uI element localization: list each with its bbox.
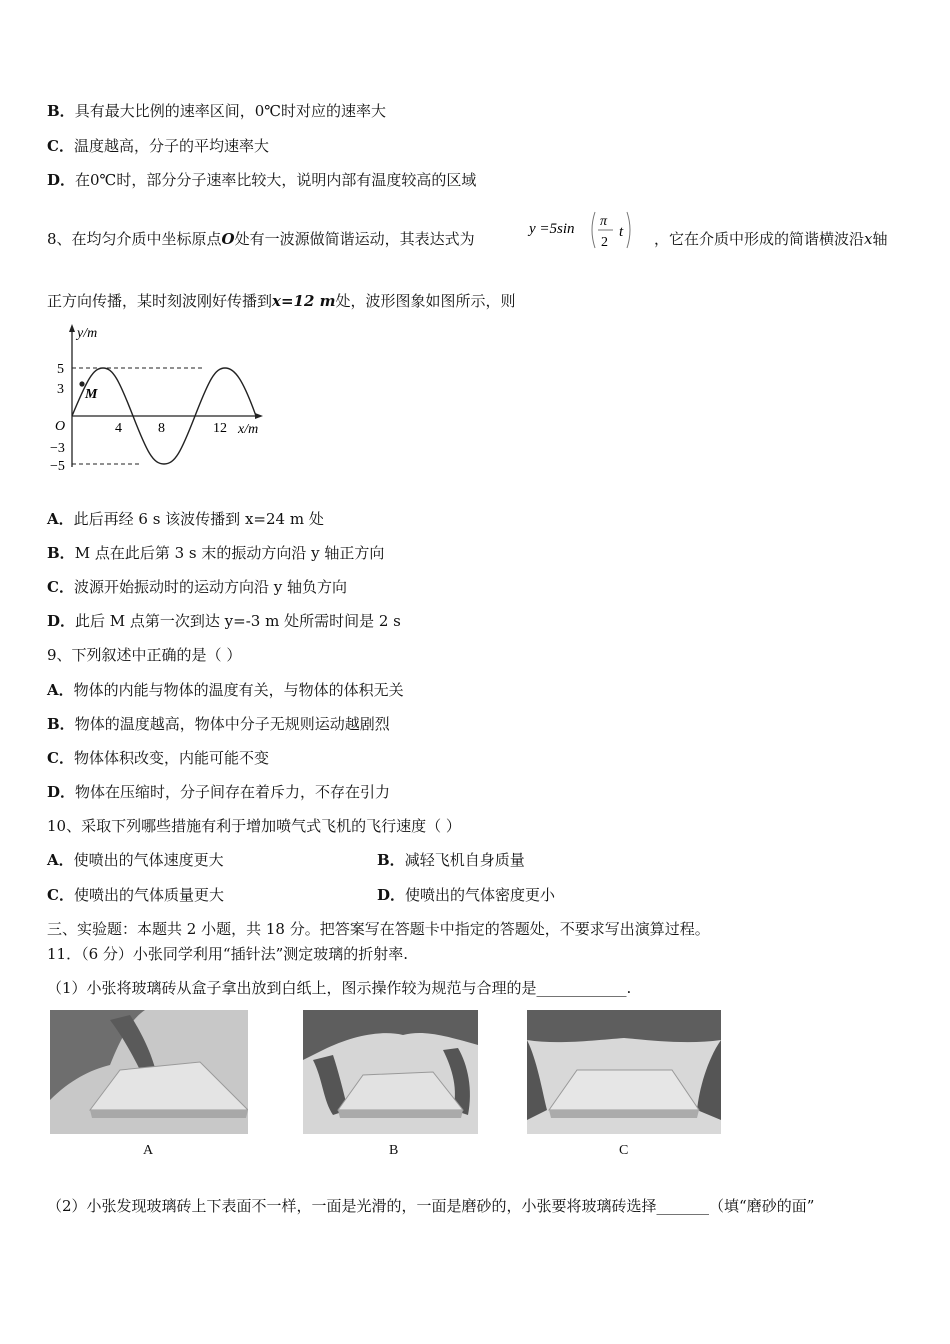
q9-option-a: A．物体的内能与物体的温度有关，与物体的体积无关 — [47, 681, 404, 699]
point-m-label: M — [85, 387, 98, 402]
q9-option-d: D．物体在压缩时，分子间存在着斥力，不存在引力 — [47, 783, 391, 801]
q8-stem: 8、在均匀介质中坐标原点O处有一波源做简谐运动，其表达式为 — [47, 230, 475, 248]
formula-denominator: 2 — [601, 235, 608, 250]
q10-option-c: C．使喷出的气体质量更大 — [47, 886, 224, 904]
x-axis-arrow — [255, 413, 263, 419]
q10-option-d: D．使喷出的气体密度更小 — [377, 886, 556, 904]
formula-t: t — [619, 224, 624, 240]
q7-option-b: B．具有最大比例的速率区间，0℃时对应的速率大 — [47, 102, 387, 120]
photo-a — [50, 1010, 248, 1134]
photo-label-c: C — [619, 1143, 629, 1158]
x-tick-12: 12 — [213, 421, 227, 436]
q11-stem: 11．（6 分）小张同学利用“插针法”测定玻璃的折射率. — [47, 945, 409, 963]
photo-b — [303, 1010, 478, 1134]
q10-stem: 10、采取下列哪些措施有利于增加喷气式飞机的飞行速度（ ） — [47, 817, 461, 835]
x-axis-label: x/m — [238, 422, 259, 437]
q8-stem-suffix: ，它在介质中形成的简谐横波沿x轴 — [654, 230, 888, 248]
q8-formula — [527, 206, 637, 259]
y-tick-neg5: −5 — [50, 459, 65, 474]
photo-label-b: B — [389, 1143, 399, 1158]
q8-option-a: A．此后再经 6 s 该波传播到 x=24 m 处 — [47, 510, 324, 528]
y-tick-5: 5 — [57, 362, 64, 377]
q8-option-c: C．波源开始振动时的运动方向沿 y 轴负方向 — [47, 578, 347, 596]
q9-option-c: C．物体体积改变，内能可能不变 — [47, 749, 269, 767]
photo-label-a: A — [143, 1143, 154, 1158]
q8-option-d: D．此后 M 点第一次到达 y=-3 m 处所需时间是 2 s — [47, 612, 401, 630]
point-m — [79, 381, 84, 386]
x-tick-8: 8 — [158, 421, 165, 436]
section-3-heading: 三、实验题：本题共 2 小题，共 18 分。把答案写在答题卡中指定的答题处，不要求写出演算过程。 — [47, 920, 710, 938]
formula-lhs: y =5sin — [529, 221, 575, 237]
y-tick-3: 3 — [57, 382, 64, 397]
q10-option-b: B．减轻飞机自身质量 — [377, 851, 525, 869]
y-axis-label: y/m — [77, 326, 98, 341]
q8-option-b: B．M 点在此后第 3 s 末的振动方向沿 y 轴正方向 — [47, 544, 385, 562]
y-axis-arrow — [69, 324, 75, 332]
q10-option-a: A．使喷出的气体速度更大 — [47, 851, 224, 869]
q11-part2: （2）小张发现玻璃砖上下表面不一样，一面是光滑的，一面是磨砂的，小张要将玻璃砖选择_______（填“磨砂的面” — [47, 1197, 815, 1215]
q7-option-d: D．在0℃时，部分分子速率比较大，说明内部有温度较高的区域 — [47, 171, 477, 189]
origin-label: O — [55, 419, 66, 434]
wave-graph — [45, 322, 280, 480]
q9-option-b: B．物体的温度越高，物体中分子无规则运动越剧烈 — [47, 715, 390, 733]
q7-option-c: C．温度越高，分子的平均速率大 — [47, 137, 269, 155]
q8-stem-line2: 正方向传播，某时刻波刚好传播到x=12 m处，波形图象如图所示，则 — [47, 292, 516, 310]
formula-numerator: π — [600, 214, 608, 229]
q9-stem: 9、下列叙述中正确的是（ ） — [47, 646, 242, 664]
y-tick-neg3: −3 — [50, 441, 65, 456]
q11-part1: （1）小张将玻璃砖从盒子拿出放到白纸上，图示操作较为规范与合理的是____________. — [47, 979, 632, 997]
x-tick-4: 4 — [115, 421, 122, 436]
photo-c — [527, 1010, 721, 1134]
